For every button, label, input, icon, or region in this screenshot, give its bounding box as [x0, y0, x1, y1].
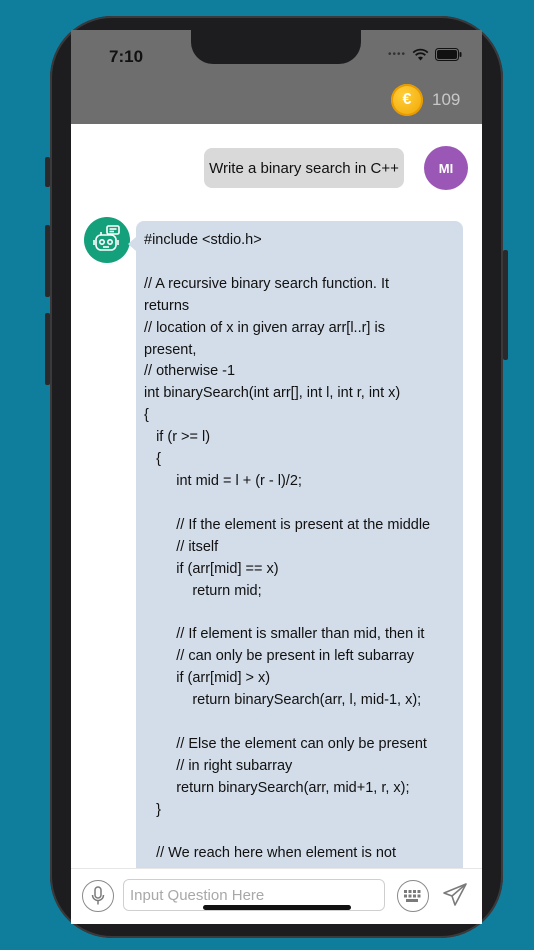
status-time: 7:10 — [109, 47, 144, 66]
volume-up-button — [45, 225, 50, 297]
power-button — [503, 250, 508, 360]
volume-down-button — [45, 313, 50, 385]
coin-icon[interactable]: € — [391, 84, 423, 116]
robot-icon — [91, 224, 123, 256]
bot-message-bubble — [136, 221, 463, 921]
input-bar — [71, 868, 482, 924]
chat-area[interactable] — [71, 124, 482, 868]
header-bar — [71, 30, 482, 124]
bot-code-text: #include <stdio.h> // A recursive binary search function. It returns // location of x in given array arr[l..r] is present, // otherwise -1 int binarySearch(int arr[], int l, int r, int x) { if (r >= l) { int mid = l + (r - l)/2; // If the element is present at the middle // itself if (arr[mid] == x) return mid; // If element is smaller than mid, then it // can only be present in left subarray if (arr[mid] > x) return binarySearch(arr, l, mid-1, x); // Else the element can only be present // in right subarray return binarySearch(arr, mid+1, r, x); } // We reach here when element is not — [144, 232, 431, 862]
user-avatar: MI — [424, 146, 468, 190]
wifi-icon — [412, 49, 429, 61]
home-indicator[interactable] — [203, 905, 351, 910]
keyboard-button[interactable] — [397, 880, 429, 912]
keyboard-icon — [403, 889, 423, 903]
status-icons — [388, 48, 462, 61]
microphone-icon — [91, 886, 105, 906]
silent-switch — [45, 157, 50, 187]
coin-count: 109 — [432, 90, 461, 109]
notch — [191, 30, 361, 64]
battery-icon — [435, 48, 462, 61]
user-message-bubble: Write a binary search in C++ — [204, 148, 404, 188]
send-button[interactable] — [442, 882, 468, 908]
bot-avatar — [84, 217, 130, 263]
microphone-button[interactable] — [82, 880, 114, 912]
phone-screen — [71, 30, 482, 923]
signal-icon: •••• — [387, 49, 406, 60]
send-icon — [442, 882, 468, 908]
